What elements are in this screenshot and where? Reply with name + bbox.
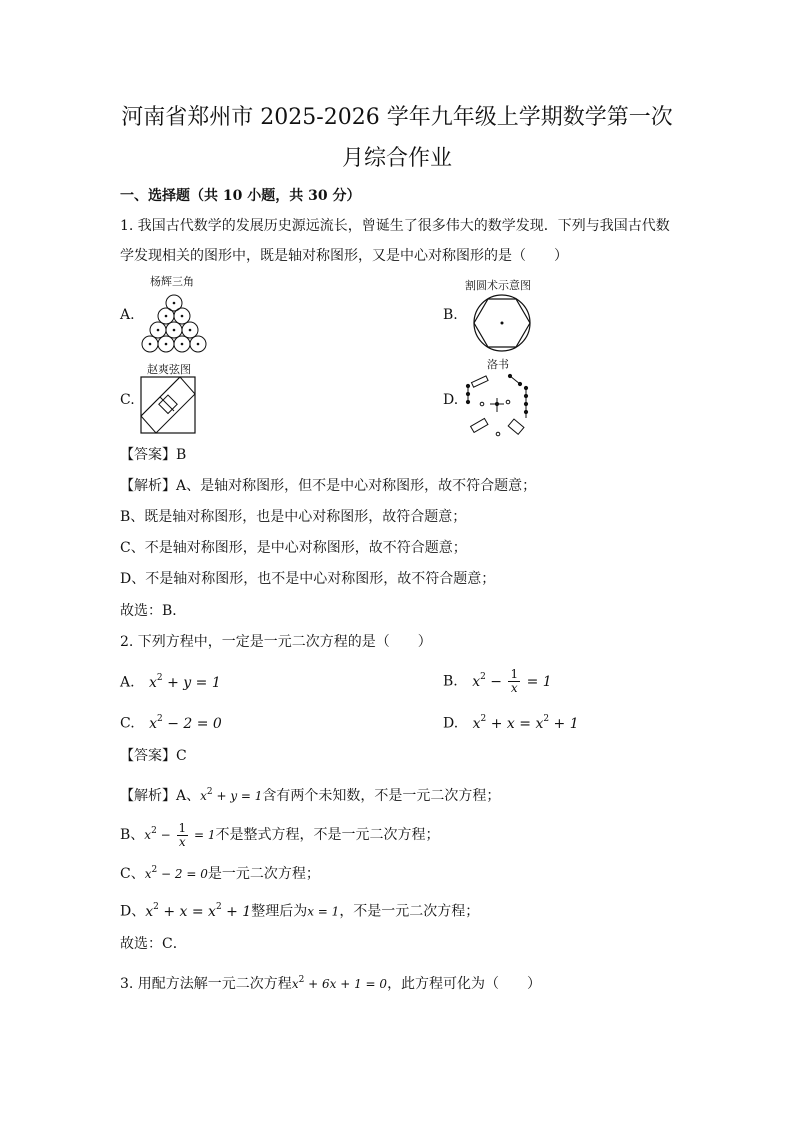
doc-title-line2: 月综合作业	[341, 146, 452, 171]
q2-option-d	[443, 711, 579, 733]
q2-analysis-c: C、$x^2 - 2 = 0$是一元二次方程；	[120, 865, 320, 882]
q1-option-d-caption: 洛书	[487, 358, 509, 371]
q2-analysis-b: B、$x^2$ − $\frac{1}{x}$ = 1不是整式方程，不是一元二次方程；	[120, 821, 440, 849]
q2-analysis-a: 【解析】A、$x^2 + y = 1$含有两个未知数，不是一元二次方程；	[120, 787, 501, 804]
zhaoshuang-diagram-figure	[140, 376, 196, 434]
circle-cutting-figure	[471, 292, 533, 354]
q1-answer: 【答案】B	[120, 447, 187, 463]
q1-option-c-letter: C.	[120, 392, 135, 408]
section-heading: 一、选择题（共 10 小题，共 30 分）	[120, 188, 361, 204]
q1-option-c-caption: 赵爽弦图	[147, 363, 191, 376]
doc-title-line1: 河南省郑州市 2025-2026 学年九年级上学期数学第一次	[121, 105, 673, 130]
q2-option-d-letter: D.	[443, 715, 459, 732]
q1-option-d-letter: D.	[443, 392, 459, 408]
q2-option-a-formula: $x^2 + y = 1$	[149, 673, 221, 691]
q2-option-b-letter: B.	[443, 673, 458, 690]
q1-analysis-line2: B、既是轴对称图形，也是中心对称图形，故符合题意；	[120, 509, 467, 525]
q1-stem-line2: 学发现相关的图形中，既是轴对称图形，又是中心对称图形的是（ ）	[120, 248, 568, 264]
luoshu-figure	[462, 372, 532, 440]
q2-option-a-letter: A.	[120, 674, 135, 691]
q3-stem: 3. 用配方法解一元二次方程$x^2 + 6x + 1 = 0$，此方程可化为（ ）	[120, 975, 542, 992]
q1-option-a-caption: 杨辉三角	[150, 275, 194, 288]
q2-answer: 【答案】C	[120, 748, 187, 764]
q2-conclusion: 故选：C．	[120, 936, 187, 952]
q2-option-b-formula: $x^2$ − $\frac{1}{x}$ = 1	[472, 667, 552, 695]
q2-analysis-d: D、$x^2 + x = x^2 + 1$整理后为x = 1，不是一元二次方程；	[120, 902, 480, 920]
q2-option-b	[443, 668, 552, 695]
q1-option-b-caption: 割圆术示意图	[465, 279, 531, 292]
q1-analysis-line1: 【解析】A、是轴对称图形，但不是中心对称图形，故不符合题意；	[120, 478, 537, 494]
q1-analysis-line4: D、不是轴对称图形，也不是中心对称图形，故不符合题意；	[120, 571, 496, 587]
q2-option-d-formula: $x^2 + x = x^2 + 1$	[472, 714, 579, 732]
q1-stem-line1: 1. 我国古代数学的发展历史源远流长，曾诞生了很多伟大的数学发现．下列与我国古代数	[120, 218, 670, 234]
q2-option-c-letter: C.	[120, 715, 135, 732]
yanghui-triangle-figure	[140, 292, 210, 356]
q2-option-c	[120, 711, 222, 733]
q2-stem: 2. 下列方程中，一定是一元二次方程的是（ ）	[120, 634, 432, 650]
q2-option-a	[120, 670, 221, 692]
q2-option-c-formula: $x^2 - 2 = 0$	[149, 714, 222, 732]
q1-analysis-line3: C、不是轴对称图形，是中心对称图形，故不符合题意；	[120, 540, 467, 556]
q1-conclusion: 故选：B．	[120, 603, 187, 619]
q1-option-a-letter: A.	[120, 307, 135, 323]
q1-option-b-letter: B.	[443, 307, 458, 323]
